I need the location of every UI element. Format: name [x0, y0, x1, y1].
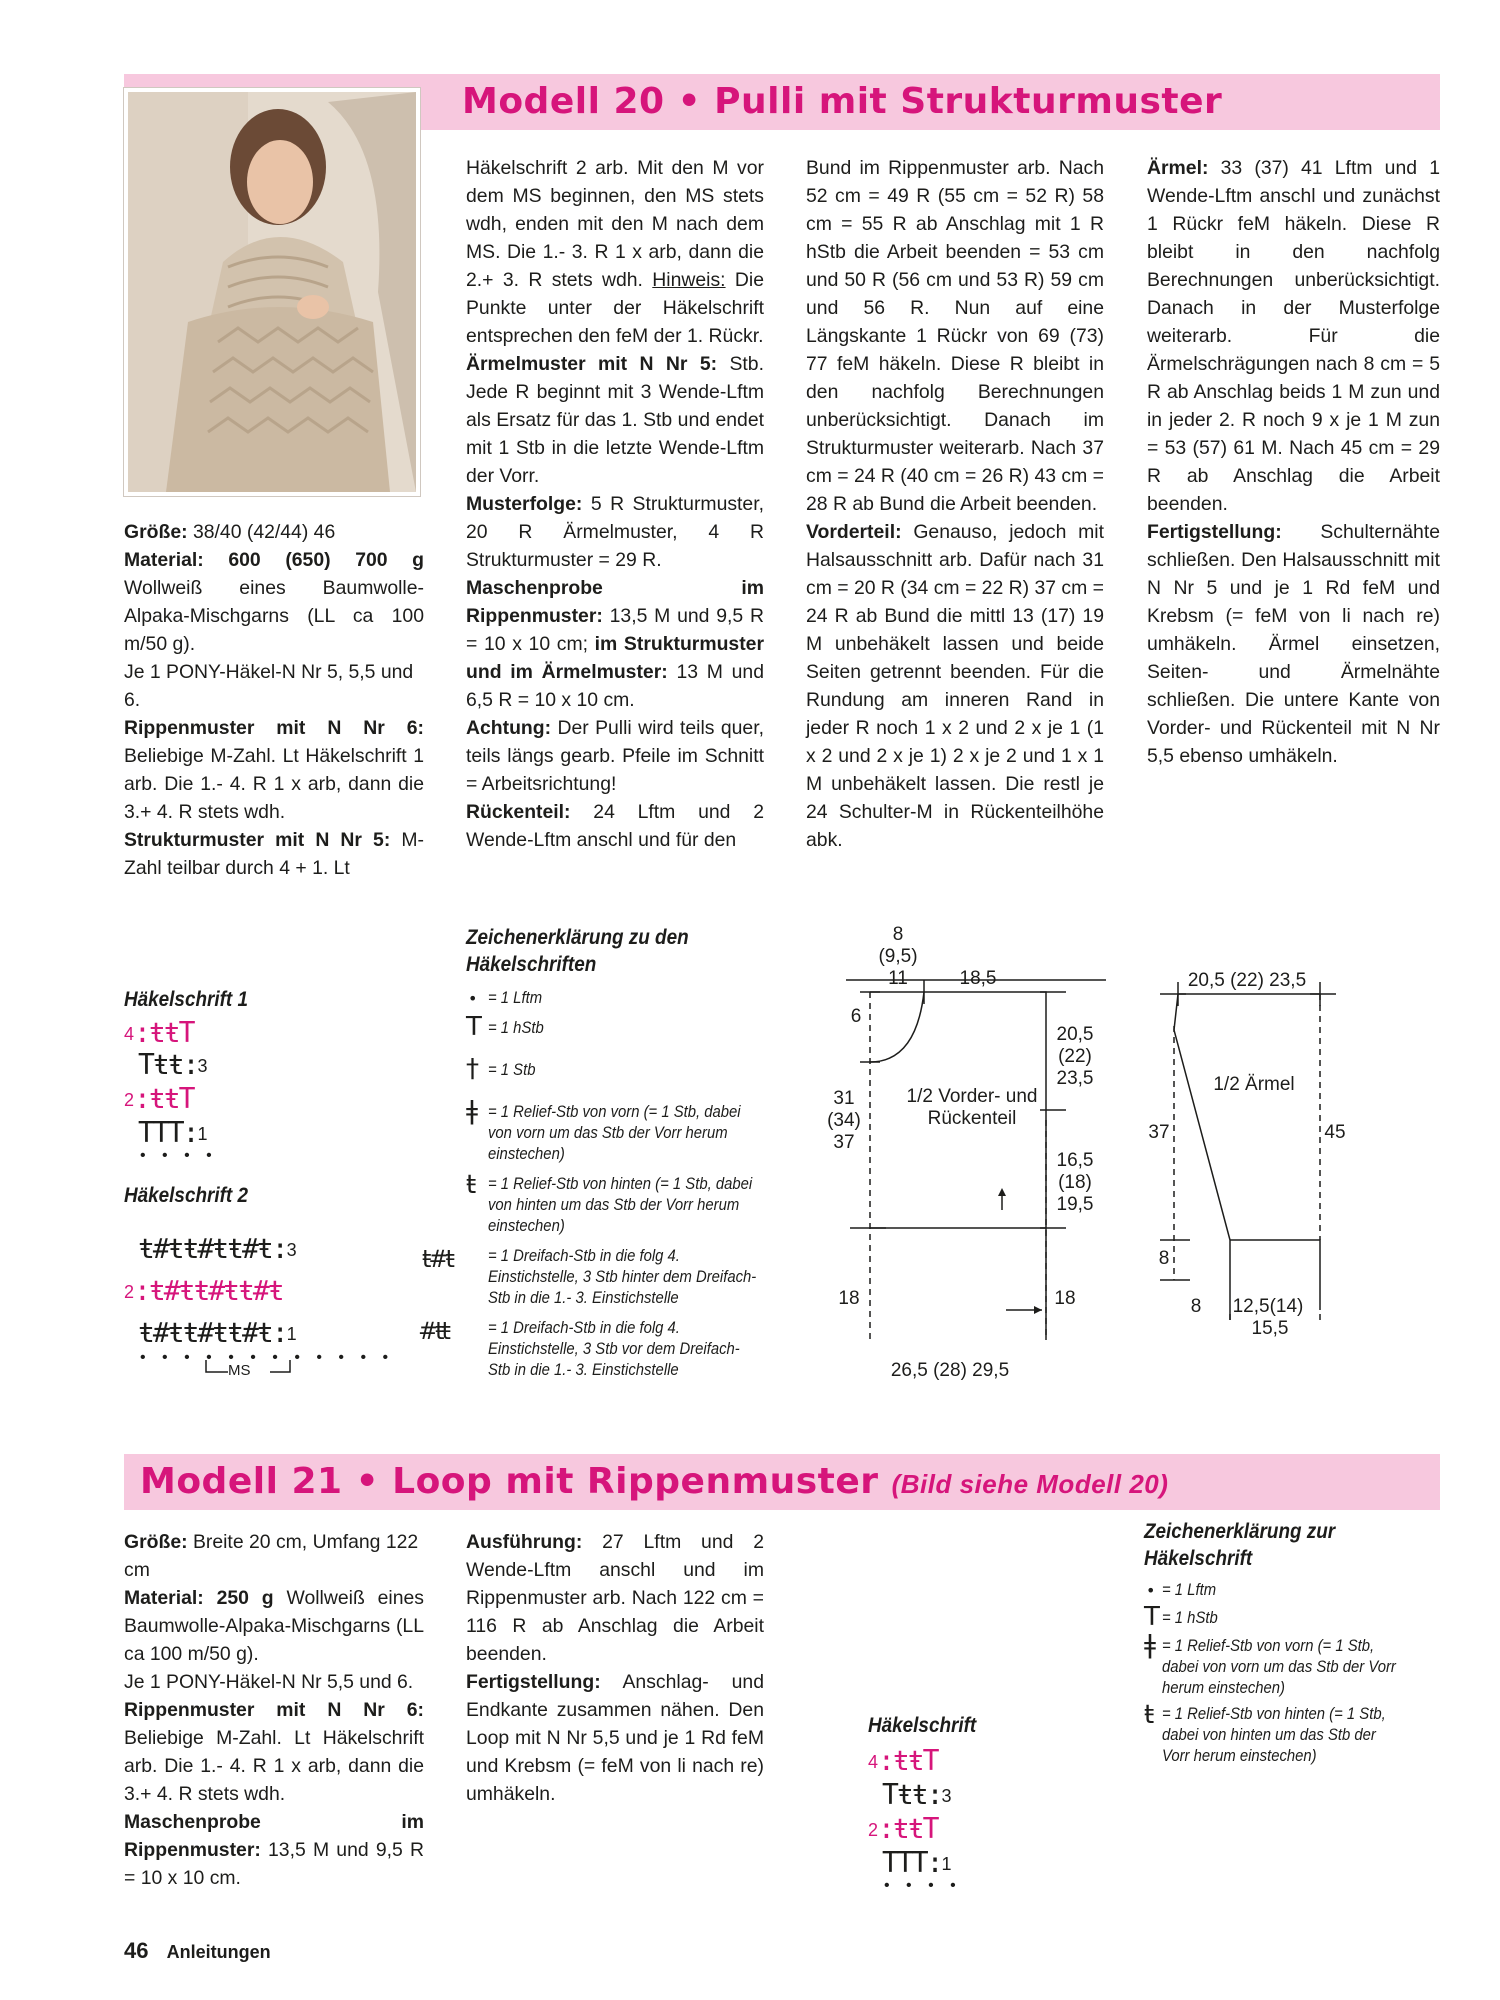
body-neck-width-a: 8 — [892, 924, 904, 945]
model21-title-band — [124, 1454, 1440, 1510]
chart1-row-4: 4:ŧŧΤ — [124, 1016, 194, 1049]
loop-chart-row-2: 2:ŧŧΤ — [868, 1812, 938, 1845]
body-bund-right: 18 — [1054, 1288, 1076, 1309]
sleeve-left-length: 37 — [1148, 1122, 1170, 1143]
loop-legend-relief-front: = 1 Relief-Stb von vorn (= 1 Stb, dabei von vorn um das Stb der Vorr herum einstechen) — [1162, 1637, 1396, 1697]
legend-chain: = 1 Lftm — [488, 989, 543, 1007]
sleeve-pattern-paragraph: Ärmelmuster mit N Nr 5: Stb. Jede R beginnt mit 3 Wende-Lftm als Ersatz für das 1. Stb und endet mit 1 Stb in die letzte Wende-Lftm der Vorr. — [466, 353, 764, 487]
sleeve-label: 1/2 Ärmel — [1213, 1074, 1295, 1095]
model20-title-box — [456, 74, 1440, 130]
chart2-chain-dots: • • • • • • • • • • • • — [140, 1349, 395, 1366]
chart-instructions-paragraph: Häkelschrift 2 arb. Mit den M vor dem MS beginnen, den MS stets wdh, enden mit den M nach dem MS. Die 1.- 3. R 1 x arb, dann die 2.+ 3. R stets wdh. Hinweis: Die Punkte unter der Häkelschrift entsprechen den feM der 1. Rückr. — [466, 157, 764, 347]
loop-legend-sym-chain: • — [1146, 1581, 1156, 1600]
chart1-chain-dots: • • • • — [140, 1147, 218, 1164]
model20-legend-title: Zeichenerklärung zu den Häkelschriften — [466, 926, 689, 976]
body-width: 26,5 (28) 29,5 — [890, 1360, 1010, 1381]
chart1-row-1: ΤΤΤ:1 — [138, 1116, 208, 1149]
loop-legend-sym-relief-back: ŧ — [1144, 1700, 1155, 1730]
legend-sym-triple-front: #ŧŧ — [418, 1317, 448, 1345]
size-paragraph: Größe: 38/40 (42/44) 46 — [124, 521, 336, 543]
body-right-lower-c: 19,5 — [1056, 1194, 1094, 1215]
loop-execution-paragraph: Ausführung: 27 Lftm und 2 Wende-Lftm anschl und im Rippenmuster arb. Nach 122 cm = 116 R ab Anschlag die Arbeit beenden. — [466, 1531, 764, 1665]
model20-column-4 — [1147, 154, 1440, 770]
legend-half-dc: = 1 hStb — [488, 1019, 544, 1037]
body-right-lower-a: 16,5 — [1056, 1150, 1094, 1171]
structure-pattern-paragraph: Strukturmuster mit N Nr 5: M-Zahl teilbar durch 4 + 1. Lt — [124, 829, 424, 879]
chart1-row-3: Τŧŧ:3 — [138, 1048, 208, 1081]
chart2-title: Häkelschrift 2 — [124, 1184, 248, 1207]
loop-material-paragraph: Material: 250 g Wollweiß eines Baumwolle-Alpaka-Mischgarns (LL ca 100 m/50 g). — [124, 1587, 425, 1665]
body-right-lower-b: (18) — [1058, 1172, 1092, 1193]
loop-finishing-paragraph: Fertigstellung: Anschlag- und Endkante zusammen nähen. Den Loop mit N Nr 5,5 und je 1 Rd feM und Krebsm (= feM von li nach re) umhäkeln. — [466, 1671, 764, 1805]
legend-sym-triple-behind: ŧ#ŧ — [422, 1245, 452, 1273]
page-number: 46 — [124, 1938, 149, 1963]
model21-title: Modell 21 • Loop mit Rippenmuster (Bild siehe Modell 20) — [140, 1461, 1169, 1502]
loop-gauge-paragraph: Maschenprobe im Rippenmuster: 13,5 M und 9,5 R = 10 x 10 cm. — [124, 1811, 424, 1889]
sleeve-schematic — [1150, 980, 1350, 1320]
loop-size-paragraph: Größe: Breite 20 cm, Umfang 122 cm — [124, 1531, 419, 1581]
chart1-row-2: 2:ŧŧΤ — [124, 1082, 194, 1115]
loop-chart-chain-dots: • • • • — [884, 1877, 962, 1894]
body-height-b: (34) — [827, 1110, 861, 1131]
model-photo-image — [128, 92, 416, 492]
body-bund-left: 18 — [838, 1288, 860, 1309]
body-neck-width-b: (9,5) — [878, 946, 918, 967]
page-footer — [124, 1938, 271, 1964]
sleeve-cuff-inset: 8 — [1190, 1296, 1202, 1317]
legend-relief-back: = 1 Relief-Stb von hinten (= 1 Stb, dabei von hinten um das Stb der Vorr herum einstechen) — [488, 1175, 753, 1235]
loop-legend-chain: = 1 Lftm — [1162, 1581, 1217, 1599]
legend-sym-relief-back: ŧ — [466, 1170, 477, 1200]
legend-sym-relief-front: ǂ — [466, 1096, 478, 1126]
attention-paragraph: Achtung: Der Pulli wird teils quer, teils längs gearb. Pfeile im Schnitt = Arbeitsrichtung! — [466, 717, 764, 795]
body-neck-depth: 6 — [850, 1006, 862, 1027]
chart2-row-1: ŧ#ŧŧ#ŧŧ#ŧ:1 — [138, 1316, 297, 1349]
legend-triple-behind: = 1 Dreifach-Stb in die folg 4. Einstichstelle, 3 Stb hinter dem Dreifach-Stb in die 1.- 3. Einstichstelle — [488, 1247, 757, 1307]
legend-relief-front: = 1 Relief-Stb von vorn (= 1 Stb, dabei von vorn um das Stb der Vorr herum einstechen) — [488, 1103, 741, 1163]
body-height-c: 37 — [833, 1132, 855, 1153]
back-piece-paragraph: Rückenteil: 24 Lftm und 2 Wende-Lftm anschl und für den — [466, 801, 764, 851]
model21-legend-title: Zeichenerklärung zur Häkelschrift — [1144, 1520, 1336, 1570]
loop-chart-row-4: 4:ŧŧΤ — [868, 1744, 938, 1777]
body-right-upper-b: (22) — [1058, 1046, 1092, 1067]
body-shoulder-width: 18,5 — [959, 968, 997, 989]
model20-title: Modell 20 • Pulli mit Strukturmuster — [462, 81, 1223, 122]
loop-legend-sym-half-dc: Τ — [1144, 1602, 1160, 1632]
chart1-title: Häkelschrift 1 — [124, 988, 248, 1011]
loop-legend-sym-relief-front: ǂ — [1144, 1630, 1156, 1660]
body-height-a: 31 — [833, 1088, 855, 1109]
needle-paragraph: Je 1 PONY-Häkel-N Nr 5, 5,5 und 6. — [124, 661, 414, 711]
pattern-sequence-paragraph: Musterfolge: 5 R Strukturmuster, 20 R Ärmelmuster, 4 R Strukturmuster = 29 R. — [466, 493, 764, 571]
legend-sym-chain: • — [468, 989, 478, 1008]
rib-pattern-paragraph: Rippenmuster mit N Nr 6: Beliebige M-Zahl. Lt Häkelschrift 1 arb. Die 1.- 4. R 1 x arb, dann die 3.+ 4. R stets wdh. — [124, 717, 424, 823]
gauge-paragraph: Maschenprobe im Rippenmuster: 13,5 M und 9,5 R = 10 x 10 cm; im Strukturmuster und im Ärmelmuster: 13 M und 6,5 R = 10 x 10 cm. — [466, 577, 765, 711]
legend-dc: = 1 Stb — [488, 1061, 536, 1079]
sleeve-top-width: 20,5 (22) 23,5 — [1187, 970, 1307, 991]
sleeve-right-length: 45 — [1324, 1122, 1346, 1143]
model20-column-2 — [466, 154, 764, 854]
model20-column-1 — [124, 518, 424, 882]
loop-needle-paragraph: Je 1 PONY-Häkel-N Nr 5,5 und 6. — [124, 1671, 414, 1693]
ms-label: MS — [228, 1362, 251, 1379]
legend-sym-dc: † — [466, 1054, 479, 1084]
model21-chart-title: Häkelschrift — [868, 1714, 977, 1737]
sleeve-bottom-b: 15,5 — [1251, 1318, 1289, 1339]
sleeve-cuff-height: 8 — [1158, 1248, 1170, 1269]
model20-column-3 — [806, 154, 1104, 854]
model-photo — [124, 88, 420, 496]
legend-triple-front: = 1 Dreifach-Stb in die folg 4. Einstichstelle, 3 Stb vor dem Dreifach-Stb in die 1.- 3. Einstichstelle — [488, 1319, 740, 1379]
loop-legend-half-dc: = 1 hStb — [1162, 1609, 1218, 1627]
sleeve-bottom-a: 12,5(14) — [1232, 1296, 1304, 1317]
chart2-row-2: 2:ŧ#ŧŧ#ŧŧ#ŧ — [124, 1274, 283, 1307]
loop-legend-relief-back: = 1 Relief-Stb von hinten (= 1 Stb, dabei von hinten um das Stb der Vorr herum einstechen) — [1162, 1705, 1386, 1765]
loop-chart-row-1: ΤΤΤ:1 — [882, 1846, 952, 1879]
legend-sym-half-dc: Τ — [466, 1012, 482, 1042]
sleeve-paragraph: Ärmel: 33 (37) 41 Lftm und 1 Wende-Lftm anschl und zunächst 1 Rückr feM häkeln. Diese R bleibt in den nachfolg Berechnungen unberücksichtigt. Danach in der Musterfolge weiterarb. Für die Ärmelschrägungen nach 8 cm = 5 R ab Anschlag beids 1 M zun und in jeder 2. R noch 9 x je 1 M zun = 53 (57) 61 M. Nach 45 cm = 29 R ab Anschlag die Arbeit beenden. — [1147, 157, 1440, 515]
loop-rib-pattern-paragraph: Rippenmuster mit N Nr 6: Beliebige M-Zahl. Lt Häkelschrift arb. Die 1.- 4. R 1 x arb, dann die 3.+ 4. R stets wdh. — [124, 1699, 424, 1805]
model21-column-2 — [466, 1528, 764, 1808]
body-right-upper-a: 20,5 — [1056, 1024, 1094, 1045]
front-piece-paragraph: Vorderteil: Genauso, jedoch mit Halsausschnitt arb. Dafür nach 31 cm = 20 R (34 cm = 22 R) 37 cm = 24 R ab Bund die mittl 13 (17) 19 M unbehäkelt lassen und beide Seiten getrennt beenden. Für die Rundung am inneren Rand in jeder R noch 1 x 2 und 2 x je 1 (1 x 2 und 2 x je 1) 2 x je 2 und 1 x 1 M unbehäkelt lassen. Die restl je 24 Schulter-M in Rückenteilhöhe abk. — [806, 521, 1104, 851]
body-neck-width-c: 11 — [888, 968, 908, 989]
body-right-upper-c: 23,5 — [1056, 1068, 1094, 1089]
loop-chart-row-3: Τŧŧ:3 — [882, 1778, 952, 1811]
section-name: Anleitungen — [166, 1942, 271, 1962]
model21-title-note: (Bild siehe Modell 20) — [891, 1469, 1169, 1499]
back-piece-continued-paragraph: Bund im Rippenmuster arb. Nach 52 cm = 49 R (55 cm = 52 R) 58 cm = 55 R ab Anschlag mit 1 R hStb die Arbeit beenden = 53 cm und 50 R (56 cm und 53 R) 59 cm und 56 R. Nun auf eine Längskante 1 Rückr von 69 (73) 77 feM häkeln. Diese R bleibt in den nachfolg Berechnungen unberücksichtigt. Danach im Strukturmuster weiterarb. Nach 37 cm = 24 R (40 cm = 26 R) 43 cm = 28 R ab Bund die Arbeit beenden. — [806, 157, 1104, 515]
body-piece-label: 1/2 Vorder- und Rückenteil — [906, 1086, 1038, 1129]
finishing-paragraph: Fertigstellung: Schulternähte schließen. Den Halsausschnitt mit N Nr 5 und je 1 Rd feM und Krebsm (= feM von li nach re) umhäkeln. Ärmel einsetzen, Seiten- und Ärmelnähte schließen. Die untere Kante von Vorder- und Rückenteil mit N Nr 5,5 ebenso umhäkeln. — [1147, 521, 1440, 767]
model21-column-1 — [124, 1528, 424, 1892]
chart2-row-3: ŧ#ŧŧ#ŧŧ#ŧ:3 — [138, 1232, 297, 1265]
material-paragraph: Material: 600 (650) 700 g Wollweiß eines Baumwolle-Alpaka-Mischgarns (LL ca 100 m/50 g). — [124, 549, 424, 655]
